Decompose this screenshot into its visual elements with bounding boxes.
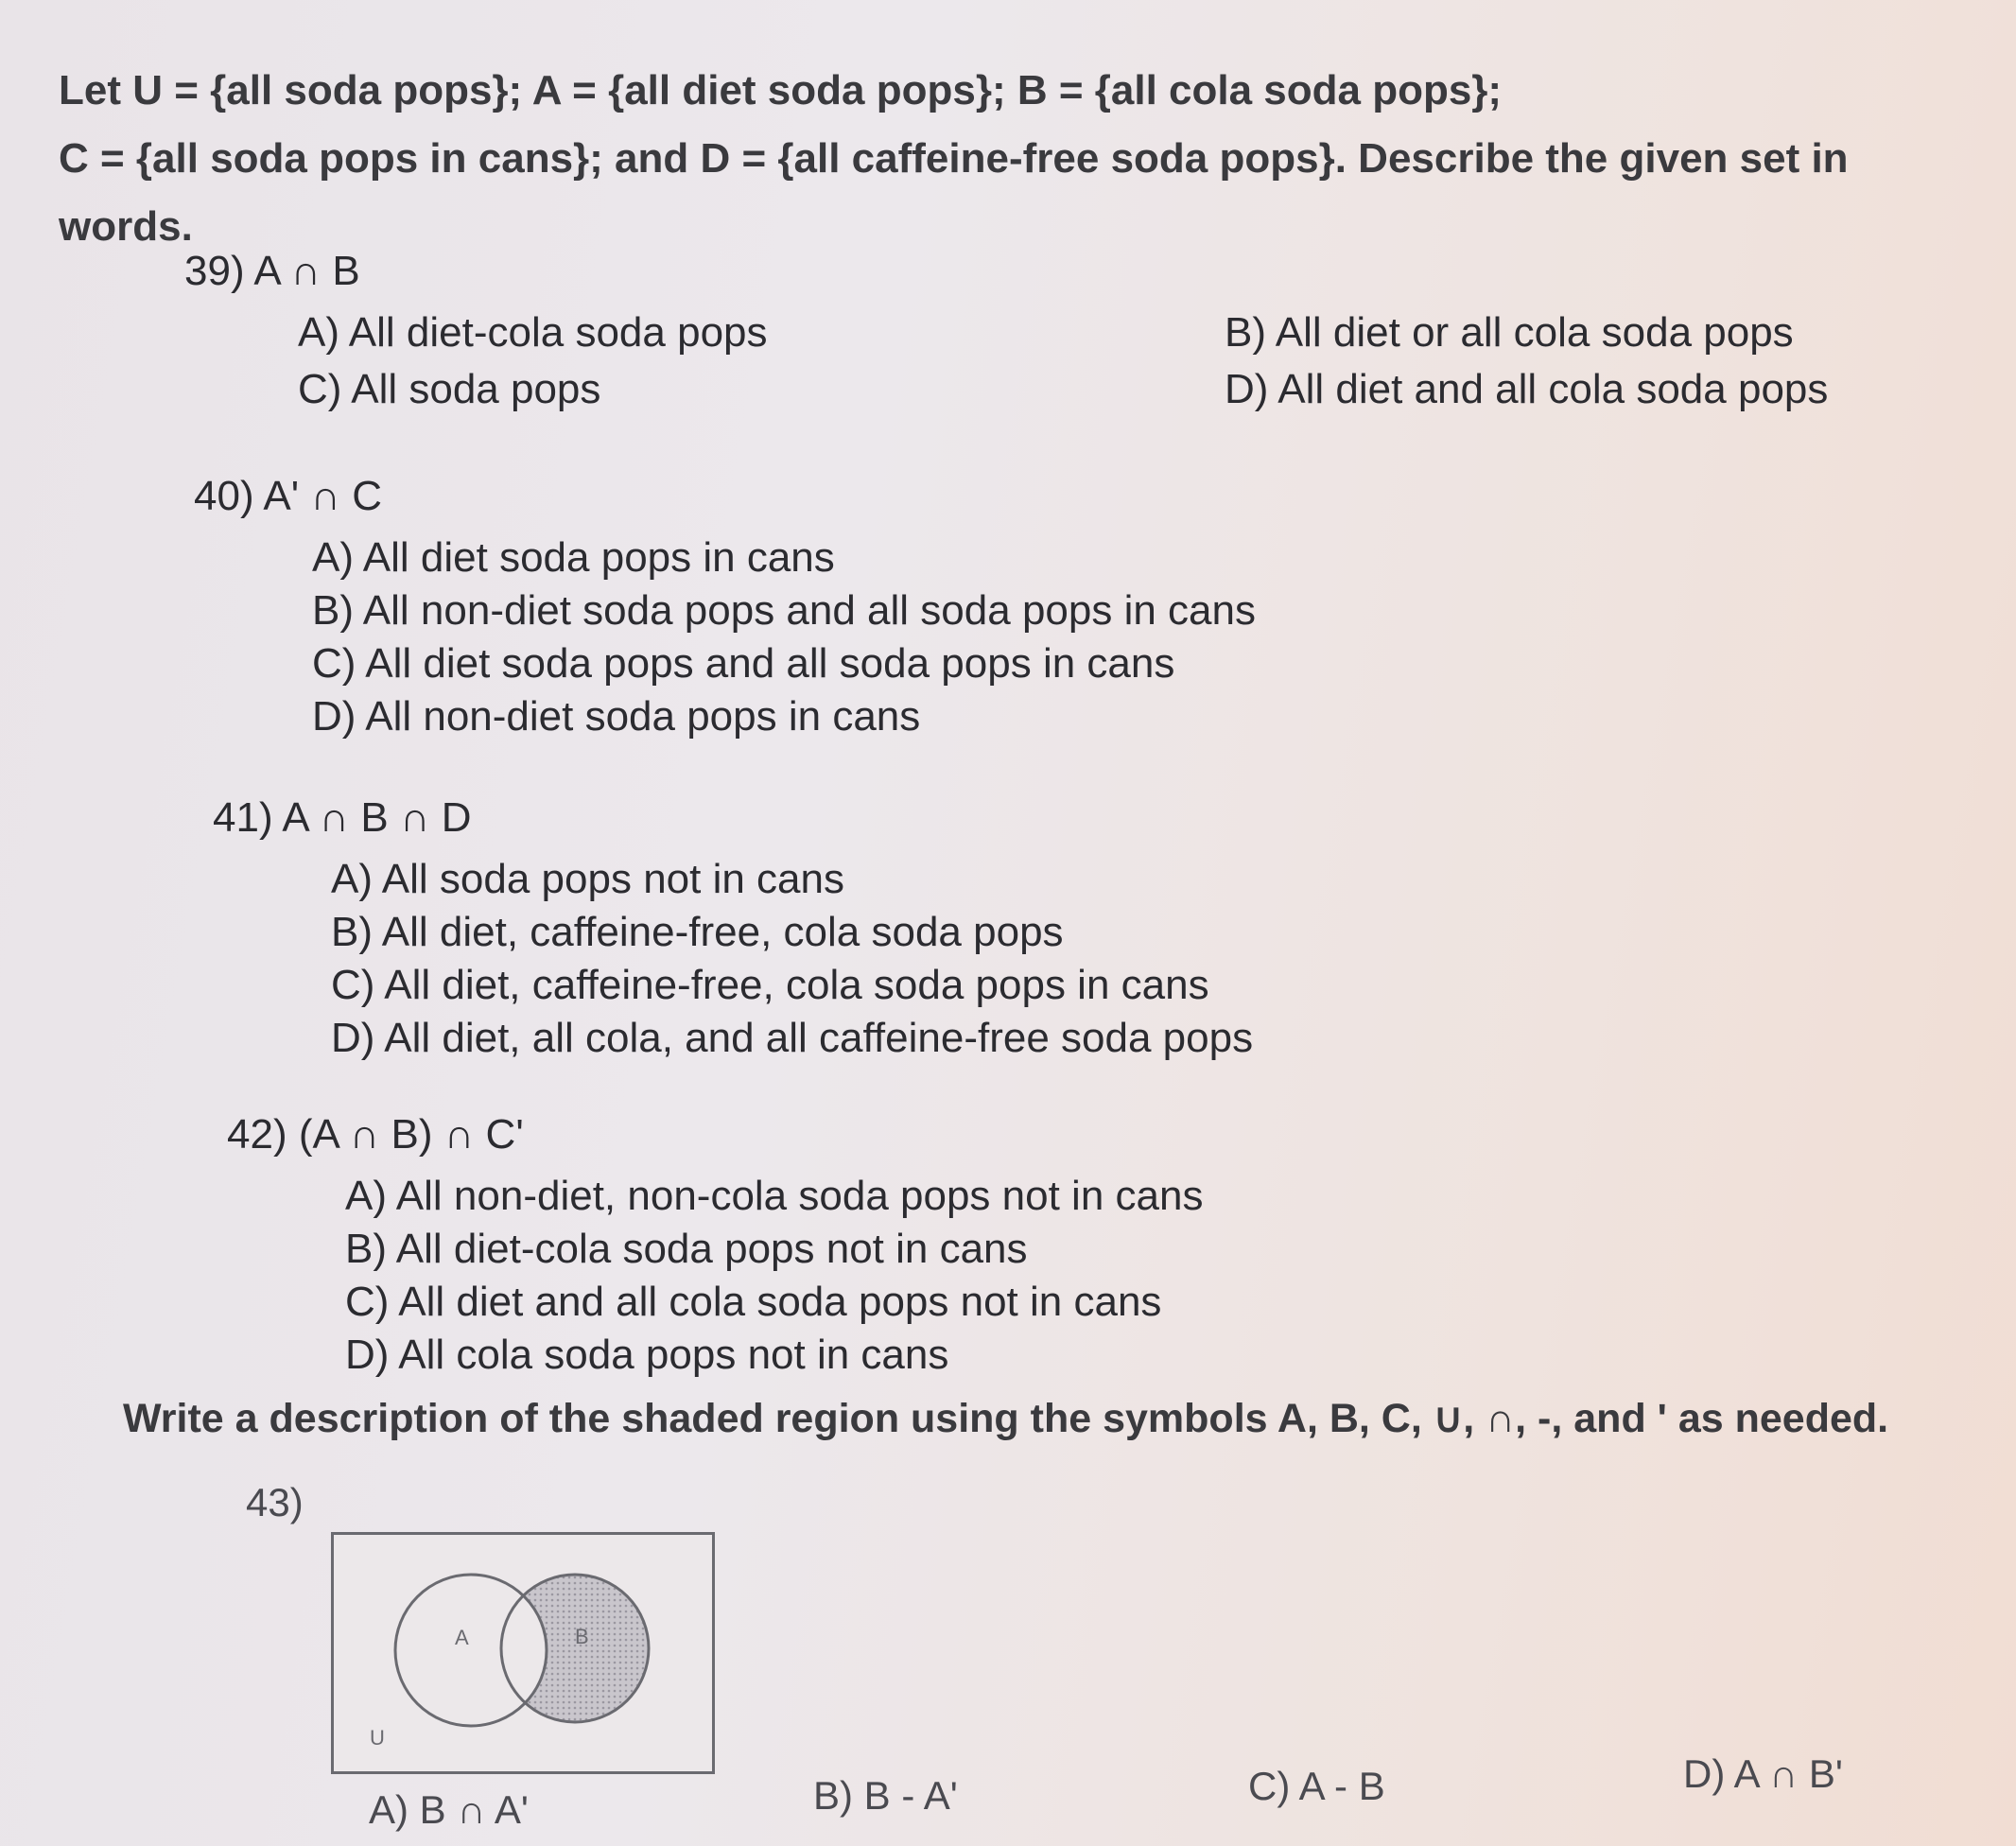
question-43-label: 43) (246, 1480, 304, 1524)
question-40-option-d[interactable]: D) All non-diet soda pops in cans (312, 693, 921, 740)
universe-label: U (370, 1726, 385, 1750)
question-41-option-d[interactable]: D) All diet, all cola, and all caffeine-free soda pops (331, 1015, 1254, 1061)
question-40-option-c[interactable]: C) All diet soda pops and all soda pops in cans (312, 640, 1175, 687)
intro-line-2: C = {all soda pops in cans}; and D = {all caffeine-free soda pops}. Describe the given set in (59, 135, 1849, 182)
question-41-label: 41) A ∩ B ∩ D (213, 794, 472, 841)
venn-diagram-svg (334, 1535, 712, 1771)
question-41-option-c[interactable]: C) All diet, caffeine-free, cola soda pops in cans (331, 962, 1209, 1008)
question-39-option-b[interactable]: B) All diet or all cola soda pops (1225, 309, 1794, 356)
question-42-options (345, 1170, 1203, 1382)
question-42-option-b[interactable]: B) All diet-cola soda pops not in cans (345, 1226, 1028, 1272)
question-39-label: 39) A ∩ B (184, 248, 360, 294)
set-a-label: A (455, 1626, 469, 1649)
question-40 (194, 473, 1256, 743)
question-41-option-b[interactable]: B) All diet, caffeine-free, cola soda pops (331, 909, 1064, 955)
question-40-options (312, 531, 1256, 743)
problem-intro (59, 57, 1978, 261)
question-39-option-a[interactable]: A) All diet-cola soda pops (298, 309, 768, 356)
question-39-option-d[interactable]: D) All diet and all cola soda pops (1225, 366, 1829, 412)
question-40-option-a[interactable]: A) All diet soda pops in cans (312, 534, 835, 581)
question-39-options (298, 306, 1886, 416)
question-40-option-b[interactable]: B) All non-diet soda pops and all soda pops in cans (312, 587, 1256, 634)
question-43-option-d[interactable]: D) A ∩ B' (1683, 1751, 1843, 1796)
question-42-label: 42) (A ∩ B) ∩ C' (227, 1111, 524, 1158)
question-42-option-a[interactable]: A) All non-diet, non-cola soda pops not in cans (345, 1173, 1204, 1219)
intro-line-1: Let U = {all soda pops}; A = {all diet soda pops}; B = {all cola soda pops}; (59, 67, 1503, 113)
intro-line-3: words. (59, 203, 193, 250)
question-42 (227, 1111, 1203, 1382)
question-43-option-b[interactable]: B) B - A' (813, 1773, 958, 1818)
question-43-option-a[interactable]: A) B ∩ A' (369, 1787, 529, 1832)
question-42-option-d[interactable]: D) All cola soda pops not in cans (345, 1332, 949, 1378)
question-39-option-c[interactable]: C) All soda pops (298, 366, 601, 412)
question-39 (184, 248, 1886, 416)
question-41-option-a[interactable]: A) All soda pops not in cans (331, 856, 844, 902)
question-41-options (331, 853, 1253, 1065)
question-43-option-c[interactable]: C) A - B (1248, 1764, 1385, 1808)
set-b-label: B (575, 1625, 589, 1648)
section-instruction: Write a description of the shaded region using the symbols A, B, C, ∪, ∩, -, and ' as needed. (123, 1396, 1889, 1441)
question-42-option-c[interactable]: C) All diet and all cola soda pops not in cans (345, 1279, 1162, 1325)
venn-diagram (331, 1532, 715, 1774)
question-40-label: 40) A' ∩ C (194, 473, 382, 519)
question-41 (213, 794, 1253, 1065)
